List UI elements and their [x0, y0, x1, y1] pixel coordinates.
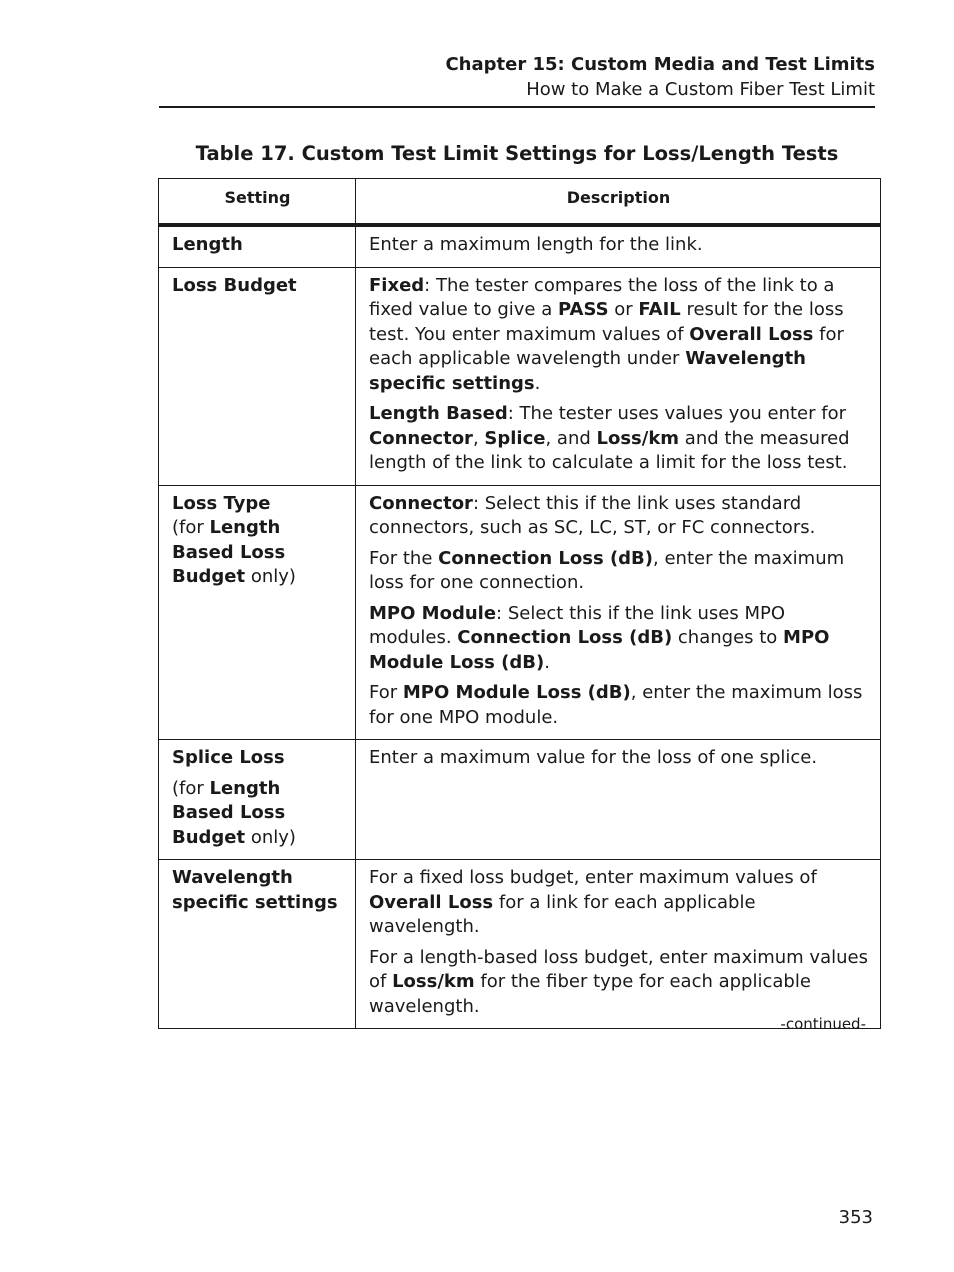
text: : The tester compares the loss of the link to a fixed value to give a — [369, 274, 835, 320]
term: Connector — [369, 492, 473, 514]
description-paragraph — [369, 866, 868, 940]
settings-table — [158, 178, 881, 1029]
page-header — [159, 52, 875, 108]
text: , enter the maximum loss for one connection. — [369, 547, 845, 593]
description-paragraph — [369, 547, 868, 596]
description-cell — [356, 267, 881, 485]
table-row — [159, 267, 881, 485]
description-paragraph — [369, 402, 868, 476]
term: Connector — [369, 427, 473, 449]
term: Loss/km — [596, 427, 680, 449]
text: for each applicable wavelength under — [369, 323, 844, 369]
term: MPO Module Loss (dB) — [402, 682, 631, 703]
column-header-setting: Setting — [159, 179, 356, 226]
text: , and — [545, 427, 597, 449]
setting-name: Splice Loss — [172, 747, 285, 768]
text: For — [369, 682, 403, 703]
term: FAIL — [638, 299, 681, 320]
chapter-title: Chapter 15: Custom Media and Test Limits — [445, 54, 875, 75]
text: (for — [172, 517, 210, 538]
term: MPO Module Loss (dB) — [369, 627, 830, 673]
table-row — [159, 485, 881, 740]
setting-cell — [159, 860, 356, 1029]
continued-note: -continued- — [780, 1015, 866, 1033]
term: Splice — [484, 427, 546, 449]
text: and the measured length of the link to calculate a limit for the loss test. — [369, 427, 850, 473]
text: : Select this if the link uses MPO modules. — [369, 602, 786, 648]
text: for a link for each applicable wavelength. — [369, 891, 756, 937]
setting-cell — [159, 485, 356, 740]
table-row — [159, 225, 881, 267]
text: : The tester uses values you enter for — [507, 403, 847, 424]
text: For a length-based loss budget, enter maximum values of — [369, 946, 868, 992]
table-row — [159, 860, 881, 1029]
table-caption: Table 17. Custom Test Limit Settings for Loss/Length Tests — [195, 142, 839, 165]
text: changes to — [672, 627, 784, 648]
term: Loss/km — [392, 971, 475, 992]
term: Length Based Loss Budget — [172, 517, 286, 587]
setting-name: Length — [172, 234, 243, 255]
description-cell — [356, 860, 881, 1029]
text: . — [544, 651, 550, 673]
text: . — [534, 372, 541, 394]
term: Overall Loss — [369, 891, 494, 913]
text: For the — [369, 547, 439, 569]
table-header-row — [159, 179, 881, 226]
term: MPO Module — [369, 602, 497, 624]
term: PASS — [557, 299, 609, 320]
setting-name: Loss Budget — [172, 274, 297, 296]
term: Overall Loss — [689, 323, 814, 345]
setting-name: Loss Type — [172, 492, 271, 514]
term: Fixed — [369, 274, 425, 296]
description-paragraph — [369, 492, 868, 541]
description-paragraph — [369, 602, 868, 676]
text: result for the loss test. You enter maximum values of — [369, 299, 844, 345]
term: Length Based Loss Budget — [172, 777, 286, 848]
description-text: Enter a maximum value for the loss of one splice. — [369, 747, 818, 768]
setting-name: Wavelength specific settings — [172, 867, 338, 913]
description-paragraph — [369, 681, 868, 730]
text: (for — [172, 777, 210, 799]
term: Connection Loss (dB) — [457, 627, 673, 648]
description-cell — [356, 485, 881, 740]
text: only) — [245, 826, 296, 848]
table-row — [159, 740, 881, 860]
term: Connection Loss (dB) — [438, 547, 654, 569]
text: only) — [245, 566, 296, 587]
description-cell — [356, 740, 881, 860]
setting-cell — [159, 267, 356, 485]
setting-cell — [159, 740, 356, 860]
description-text: Enter a maximum length for the link. — [369, 234, 703, 255]
setting-cell — [159, 225, 356, 267]
section-title: How to Make a Custom Fiber Test Limit — [526, 79, 875, 100]
column-header-description: Description — [356, 179, 881, 226]
text: : Select this if the link uses standard connectors, such as SC, LC, ST, or FC connectors. — [369, 492, 816, 538]
term: Length Based — [369, 403, 508, 424]
text: , — [472, 427, 485, 449]
page-number: 353 — [838, 1207, 873, 1228]
description-paragraph — [369, 274, 868, 397]
term: Wavelength specific settings — [369, 348, 806, 394]
description-paragraph — [369, 946, 868, 1020]
text: or — [608, 299, 639, 320]
description-cell — [356, 225, 881, 267]
text: , enter the maximum loss for one MPO module. — [369, 682, 863, 728]
text: For a fixed loss budget, enter maximum values of — [369, 867, 817, 888]
text: for the fiber type for each applicable wavelength. — [369, 971, 811, 1017]
